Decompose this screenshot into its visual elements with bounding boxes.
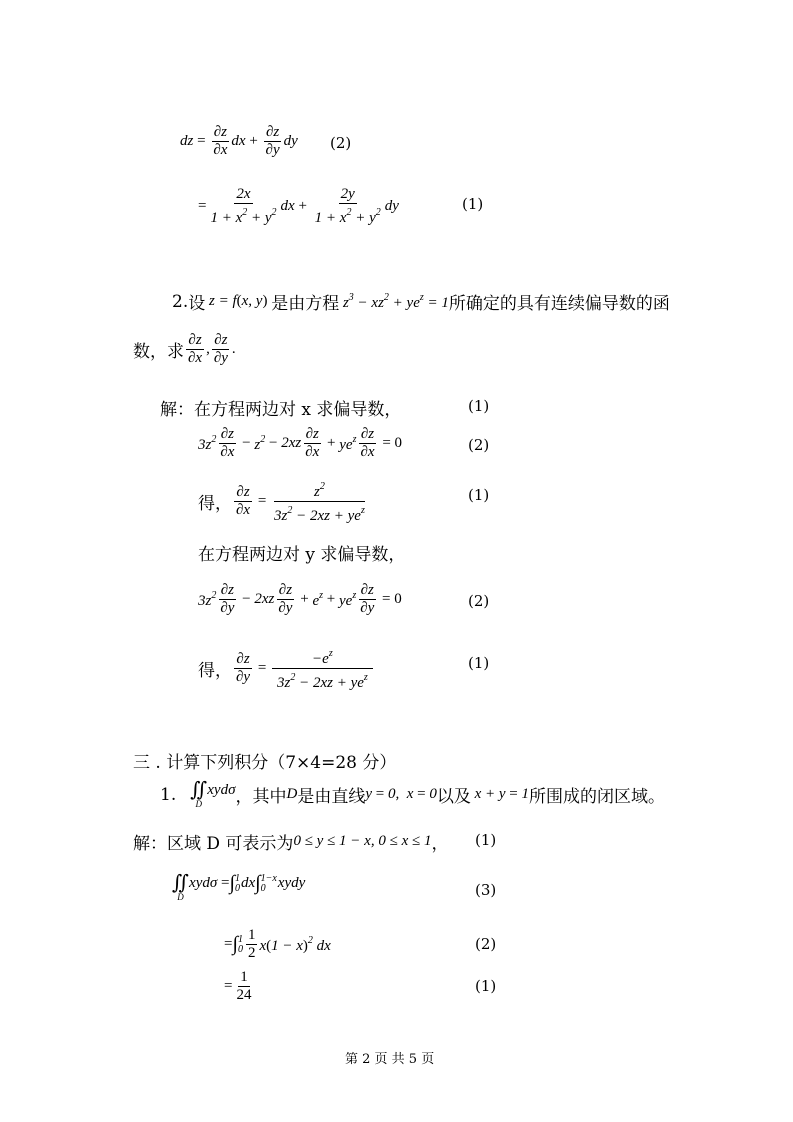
formula-single-integral: = ∫ 1 0 $\frac{1}{2}$ $x(1 - x)^2$ dx <box>224 927 331 961</box>
solution-region-comma: ， <box>431 834 449 854</box>
score-5: (1) <box>468 486 490 504</box>
question-1-number: 1. <box>160 784 177 805</box>
score-2: (1) <box>462 195 484 213</box>
score-8: (1) <box>475 831 497 849</box>
question-1-text-a: ，其中 <box>235 787 287 807</box>
score-3: (1) <box>468 397 490 415</box>
score-11: (1) <box>475 977 497 995</box>
section-3-solution-region: 解：区域 D 可表示为 0 ≤ y ≤ 1 − x, 0 ≤ x ≤ 1 ， <box>133 829 448 854</box>
score-1: (2) <box>330 134 352 152</box>
problem-2-statement-cont: 数，求 $\frac{\partial z}{\partial x}$ , $\frac{\partial z}{\partial y}$ . <box>133 332 236 366</box>
problem-2-number: 2. <box>172 291 189 312</box>
formula-iterated-integral: ∬ D xydσ = ∫ 1 0 dx ∫ 1−x 0 xydy <box>172 872 306 902</box>
formula-dx-equation: $3z^2$ $\frac{\partial z}{\partial x}$ − $z^2$ − 2xz $\frac{\partial z}{\partial x}$ + $ye^z$ $\frac{\partial z}{\partial x}$ = 0 <box>198 426 403 460</box>
score-10: (2) <box>475 935 497 953</box>
formula-dz-result: = $\frac{2x}{1 + x^2 + y^2}$ dx + $\frac{2y}{1 + x^2 + y^2}$ dy <box>198 186 399 226</box>
problem-2-statement: 2. 设 z = f ( x, y ) 是由方程 $z^3 - xz^2 + ye^z = 1$ 所确定的具有连续偏导数的函 <box>172 289 670 314</box>
score-6: (2) <box>468 592 490 610</box>
y-derivative-label: 在方程两边对 y 求偏导数， <box>198 545 406 565</box>
problem-2-text-a: 设 <box>188 294 206 314</box>
score-7: (1) <box>468 654 490 672</box>
formula-dzdy-result: 得， $\frac{\partial z}{\partial y}$ = $\frac{-e^z}{3z^2 - 2xz + ye^z}$ <box>198 645 375 692</box>
problem-2-solution-label: 解：在方程两边对 x 求偏导数， <box>160 400 402 420</box>
score-9: (3) <box>475 881 497 899</box>
problem-2-text-c: 所确定的具有连续偏导数的函 <box>448 294 670 314</box>
de-label-1: 得， <box>198 494 232 514</box>
solution-region-label: 解：区域 D 可表示为 <box>133 834 294 854</box>
question-1-text-c: 以及 <box>436 787 471 807</box>
question-1-text-b: 是由直线 <box>297 787 366 807</box>
formula-dy-equation: $3z^2$ $\frac{\partial z}{\partial y}$ − 2xz $\frac{\partial z}{\partial y}$ + $e^z$ + $ye^z$ $\frac{\partial z}{\partial y}$ = 0 <box>198 582 402 616</box>
formula-dzdx-result: 得， $\frac{\partial z}{\partial x}$ = $\frac{z^2}{3z^2 - 2xz + ye^z}$ <box>198 478 369 525</box>
de-label-2: 得， <box>198 661 232 681</box>
section-3-title: 三 . 计算下列积分（7×4=28 分） <box>133 753 397 773</box>
formula-final-result: = $\frac{1}{24}$ <box>224 969 252 1003</box>
page-footer: 第 2 页 共 5 页 <box>345 1052 435 1067</box>
problem-2-text-d: 数，求 <box>133 342 184 362</box>
section-3-question-1: 1. ∬ D xydσ ，其中 D 是由直线 y = 0, x = 0 以及 x + y = 1 所围成的闭区域。 <box>160 779 666 809</box>
score-4: (2) <box>468 436 490 454</box>
formula-dz: dz = $\frac{\partial z}{\partial x}$ dx + $\frac{\partial z}{\partial y}$ dy <box>180 124 298 158</box>
question-1-text-d: 所围成的闭区域。 <box>529 787 666 807</box>
problem-2-text-b: 是由方程 <box>271 294 340 314</box>
